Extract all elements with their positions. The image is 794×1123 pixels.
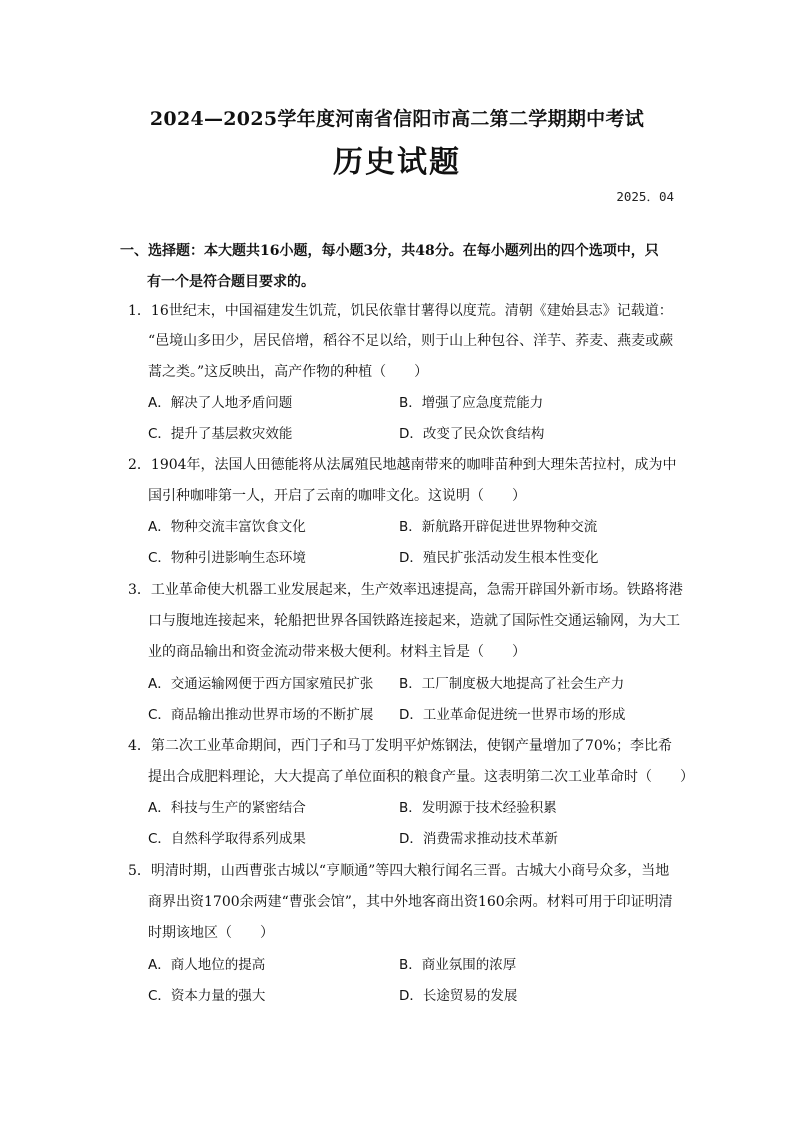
option-d[interactable]: D．改变了民众饮食结构 [399,426,545,442]
option-b[interactable]: B．发明源于技术经验积累 [399,800,557,816]
section-heading [120,236,680,298]
question-stem-line: 1．16世纪末，中国福建发生饥荒，饥民依靠甘薯得以度荒。清朝《建始县志》记载道： [128,303,673,319]
section-heading-line1: 一、选择题：本大题共16小题，每小题3分，共48分。在每小题列出的四个选项中，只 [120,243,659,259]
option-d[interactable]: D．殖民扩张活动发生根本性变化 [399,550,599,566]
option-a[interactable]: A．解决了人地矛盾问题 [148,395,293,411]
option-c[interactable]: C．自然科学取得系列成果 [148,831,306,847]
question-stem-line: 口与腹地连接起来，轮船把世界各国铁路连接起来，造就了国际性交通运输网，为大工 [148,613,680,629]
option-c[interactable]: C．资本力量的强大 [148,988,266,1004]
option-a[interactable]: A．科技与生产的紧密结合 [148,800,306,816]
question-stem-line: 业的商品输出和资金流动带来极大便利。材料主旨是（ ） [148,644,526,660]
question-stem-line: 蒿之类。”这反映出，高产作物的种植（ ） [148,364,429,380]
option-c[interactable]: C．提升了基层救灾效能 [148,426,293,442]
option-a[interactable]: A．交通运输网便于西方国家殖民扩张 [148,676,374,692]
exam-date: 2025．04 [616,189,674,204]
exam-title: 2024—2025学年度河南省信阳市高二第二学期期中考试 [149,108,645,130]
option-c[interactable]: C．物种引进影响生态环境 [148,550,306,566]
section-heading-line2: 有一个是符合题目要求的。 [147,274,315,290]
question-stem-line: 3．工业革命使大机器工业发展起来，生产效率迅速提高，急需开辟国外新市场。铁路将港 [128,582,683,598]
subject-title: 历史试题 [333,145,461,180]
option-d[interactable]: D．工业革命促进统一世界市场的形成 [399,707,626,723]
option-c[interactable]: C．商品输出推动世界市场的不断扩展 [148,707,374,723]
question-stem-line: 商界出资1700余两建“曹张会馆”，其中外地客商出资160余两。材料可用于印证明清 [148,894,673,910]
question-stem-line: 国引种咖啡第一人，开启了云南的咖啡文化。这说明（ ） [148,488,526,504]
option-b[interactable]: B．商业氛围的浓厚 [399,957,517,973]
question-stem-line: 5．明清时期，山西曹张古城以“亨顺通”等四大粮行闻名三晋。古城大小商号众多，当地 [128,863,670,879]
option-d[interactable]: D．消费需求推动技术革新 [399,831,558,847]
question-stem-line: “邑境山多田少，居民倍增，稻谷不足以给，则于山上种包谷、洋芋、荞麦、燕麦或蕨 [148,333,674,349]
option-d[interactable]: D．长途贸易的发展 [399,988,518,1004]
option-a[interactable]: A．商人地位的提高 [148,957,266,973]
question-stem-line: 2．1904年，法国人田德能将从法属殖民地越南带来的咖啡苗种到大理朱苦拉村，成为中 [128,457,677,473]
question-stem-line: 4．第二次工业革命期间，西门子和马丁发明平炉炼钢法，使钢产量增加了70%；李比希 [128,738,673,754]
question-stem-line: 时期该地区（ ） [148,925,274,941]
option-a[interactable]: A．物种交流丰富饮食文化 [148,519,306,535]
option-b[interactable]: B．新航路开辟促进世界物种交流 [399,519,598,535]
option-b[interactable]: B．工厂制度极大地提高了社会生产力 [399,676,625,692]
option-b[interactable]: B．增强了应急度荒能力 [399,395,544,411]
question-stem-line: 提出合成肥料理论，大大提高了单位面积的粮食产量。这表明第二次工业革命时（ ） [148,769,694,785]
